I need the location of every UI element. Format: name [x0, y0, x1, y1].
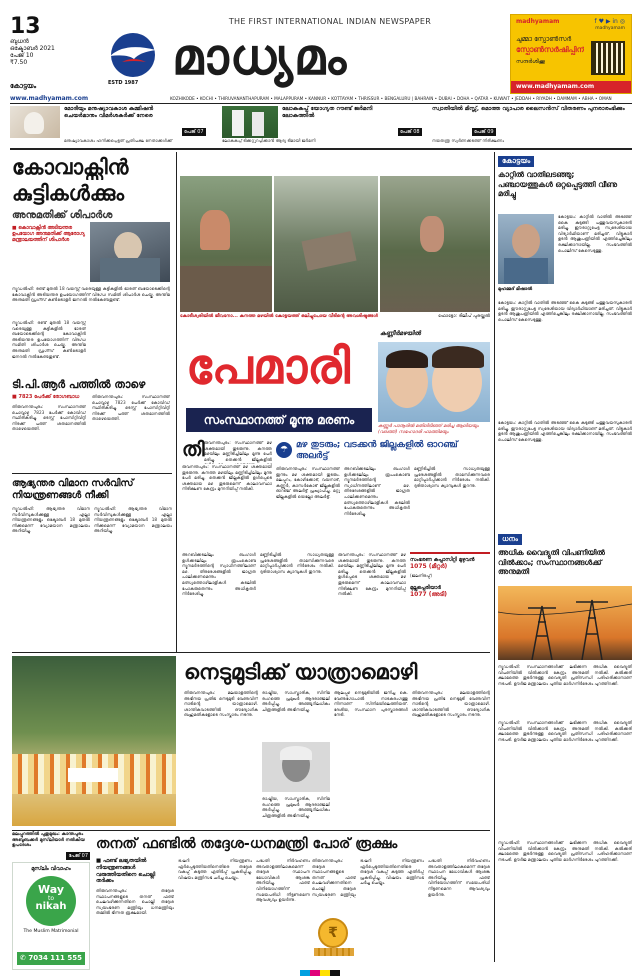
ad-url: www.madhyamam.com: [516, 83, 595, 90]
teaser-sub: മനുഷ്യാവകാശം ഹനിക്കപ്പെട്ടത് പ്രതിപക്ഷ നേതാക്കൾക്ക്: [64, 138, 173, 143]
bullet-icon: ■: [96, 858, 103, 864]
date-day: 13: [10, 14, 41, 39]
covaxin-bullet: [12, 226, 86, 245]
nedumudi-body-1: തിരുവനന്തപുരം: മലയാളത്തിന്റെ അഭിനയ പ്രതിഭ നെടുമുടി വേണുവിന് നാടിന്റെ യാത്രാമൊഴി. ശാന്തികവാടത്തിൽ ഔദ്യോഗിക ബഹുമതികളോടെ സംസ്കാരം നടന്നു.: [184, 690, 258, 718]
nikah-ad-sub: The Muslim Matrimonial: [23, 929, 79, 934]
side-title: കണ്ണീർമഴയിൽ: [380, 330, 421, 337]
bottom-body-6: പദ്ധതി നിർവഹണം അവതാളത്തിലാകുമെന്ന് തദ്ദേശ സ്ഥാപന മേധാവികൾ ആശങ്ക അറിയിച്ചു. ഫണ്ട് വിനിയോഗത്തിന് സമയപരിധി നീട്ടണമെന്ന ആവശ്യവും ഉയർന്നു.: [428, 858, 490, 897]
ad-title: ചുമ്മാ സ്പോൺസർ: [516, 35, 572, 43]
bird-logo: [100, 32, 166, 78]
qr-code[interactable]: [591, 41, 625, 75]
dam-label-1: സംഭരണ കപ്പാസിറ്റി മുഴുവൻ: [410, 557, 475, 563]
kottayam-body-c: കോട്ടയം: കാറ്റിൽ വാതിൽ അടഞ്ഞ് കൈ കുടുങ്ങി പത്തുവയസുകാരൻ മരിച്ചു. ഈരാറ്റുപേട്ട സ്വദേശിയായ വിദ്യാർഥിയാണ് മരിച്ചത്. വീട്ടുകാർ ഉടൻ ആശുപത്രിയിൽ എത്തിച്ചെങ്കിലും രക്ഷിക്കാനായില്ല. സംഭവത്തിൽ പൊലീസ് കേസെടുത്തു.: [498, 420, 632, 442]
tagline: THE FIRST INTERNATIONAL INDIAN NEWSPAPER: [228, 17, 432, 26]
nikah-phone[interactable]: [17, 952, 85, 965]
dhanam-body-2: ന്യൂഡൽഹി: സംസ്ഥാനങ്ങൾക്ക് ലഭിക്കുന്ന അധിക വൈദ്യുതി വിപണിയിൽ വിൽക്കാൻ കേന്ദ്രം അനുമതി നൽകി. കൽക്കരി ക്ഷാമത്തെ തുടർന്നുള്ള വൈദ്യുതി പ്രതിസന്ധി പരിഹരിക്കാനാണ് നടപടി. ഊർജ മന്ത്രാലയം പുതിയ മാർഗനിർദേശം പുറത്തിറക്കി.: [498, 720, 632, 742]
weekday: ബുധൻ: [10, 38, 29, 45]
caption-text: കോടീശ്വരിയിൽ ജീവനോ... കനത്ത മഴയിൽ കോട്ടയത്ത് ഒലിച്ചുപോയ വീടിന്റെ അവശിഷ്ടങ്ങൾ: [180, 314, 378, 319]
social-handle: madhyamam: [595, 26, 625, 31]
dam-value-1: 1075 (മീറ്റർ): [410, 563, 448, 570]
dam-text: (ജലനിരപ്പ്): [410, 573, 432, 578]
dhanam-body: ന്യൂഡൽഹി: സംസ്ഥാനങ്ങൾക്ക് ലഭിക്കുന്ന അധിക വൈദ്യുതി വിപണിയിൽ വിൽക്കാൻ കേന്ദ്രം അനുമതി നൽകി. കൽക്കരി ക്ഷാമത്തെ തുടർന്നുള്ള വൈദ്യുതി പ്രതിസന്ധി പരിഹരിക്കാനാണ് നടപടി. ഊർജ മന്ത്രാലയം പുതിയ മാർഗനിർദേശം പുറത്തിറക്കി.: [498, 664, 632, 686]
color-registration: [300, 970, 340, 976]
nikah-logo: [26, 876, 76, 926]
rain-body-1b: രുവനന്തപുരം: സംസ്ഥാനത്ത് മഴ ശക്തമായി തുടരുന്നു. കനത്ത മഴയിലും മണ്ണിടിച്ചിലിലും മൂന്നു പേർ മരിച്ചു. തെക്കൻ ജില്ലകളിൽ ഉൾപ്പെടെ ശക്തമായ മഴ തുടരുമെന്ന് കാലാവസ്ഥാ നിരീക്ഷണ കേന്ദ്രം മുന്നറിയിപ്പ് നൽകി.: [182, 464, 272, 492]
nedumudi-body-5: രാഷ്ട്രീയ, സാംസ്കാരിക, സിനിമ രംഗത്തെ പ്രമുഖർ ആദരാഞ്ജലി അർപ്പിച്ചു. അഞ്ഞൂറിലധികം ചിത്രങ്ങളിൽ അഭിനയിച്ചു.: [262, 796, 330, 818]
nikah-logo-nikah: nikah: [35, 901, 67, 912]
rain-body-3: മണ്ണിടിച്ചിൽ സാധ്യതയുള്ള പ്രദേശങ്ങളിൽ താമസിക്കുന്നവരെ മാറ്റിപ്പാർപ്പിക്കാൻ നിർദേശം നൽകി. ദുരിതാശ്വാസ ക്യാമ്പുകൾ തുറന്നു.: [414, 466, 490, 488]
rain-alert-body: തിരുവനന്തപുരം: സംസ്ഥാനത്ത് ഇന്നും മഴ ശക്തമായി തുടരും. മലപ്പുറം, കോഴിക്കോട്, വയനാട്, കണ്ണൂർ, കാസർകോട് ജില്ലകളിൽ ഓറഞ്ച് അലർട്ട് പ്രഖ്യാപിച്ചു. മറ്റു ജില്ലകളിൽ യെല്ലോ അലർട്ട്.: [276, 466, 340, 499]
nikah-logo-to: to: [47, 895, 55, 902]
main-headline: പേമാരി: [186, 339, 351, 395]
edition-name: കോട്ടയം: [10, 82, 37, 90]
teaser-rule: [10, 148, 632, 150]
editions-strip: KOZHIKODE • KOCHI • THIRUVANANTHAPURAM • MALAPPURAM • KANNUR • KOTTAYAM • THRISSUR • BENGALURU | BAHRAIN • DUBAI • DOHA • QATAR • KUWAIT • JEDDAH • RIYADH • DAMMAM • ABHA • OMAN: [170, 96, 612, 101]
ad-sub: സ്പോൺസർഷിപ്പിന്: [516, 45, 584, 54]
flight-headline: ആഭ്യന്തര വിമാന സർവിസ് നിയന്ത്രണങ്ങൾ നീക്കി: [12, 478, 134, 501]
funeral-photo: [12, 656, 176, 826]
teaser-3[interactable]: [432, 106, 632, 146]
tpr-body: തിരുവനന്തപുരം: സംസ്ഥാനത്ത് ചൊവ്വാഴ്ച 7823 പേർക്ക് കോവിഡ് സ്ഥിരീകരിച്ചു. ടെസ്റ്റ് പോസിറ്റിവിറ്റി നിരക്ക് പത്ത് ശതമാനത്തിൽ താഴെയെത്തി.: [12, 404, 86, 432]
bottom-body-5: ട്രഷറി നിയന്ത്രണം ഏർപ്പെടുത്തിയതിനെതിരെ തദ്ദേശ വകുപ്പ് കടുത്ത എതിർപ്പ് പ്രകടിപ്പിച്ചു. വിഷയം മന്ത്രിസഭ ചർച്ച ചെയ്യും.: [360, 858, 424, 886]
ad-cta: സന്ദർശിക്കൂ: [516, 59, 545, 65]
social-icons[interactable]: f ♥ ▶ in ◎: [594, 18, 625, 25]
boy-photo: [498, 214, 554, 284]
teaser-1[interactable]: [10, 106, 215, 146]
vaccine-photo: [90, 222, 170, 282]
rain-photo-3: [380, 176, 490, 312]
nedumudi-portrait: [262, 742, 330, 792]
power-tower-icon: [498, 586, 632, 660]
power-tower-photo: [498, 586, 632, 660]
children-caption: കണ്ണൂർ പാനൂരിൽ മതിലിടിഞ്ഞ് മരിച്ച ആലിയയും (വലത്ത്) സഹോദരി ഫാത്തിമയും: [378, 424, 479, 435]
bullet-icon: ■: [12, 394, 19, 400]
covaxin-body: ന്യൂഡൽഹി: രണ്ട് മുതൽ 18 വയസ്സ് വരെയുള്ള കുട്ടികളിൽ ഭാരത് ബയോടെക്കിന്റെ കോവാക്സിൻ അടിയന്തര ഉപയോഗത്തിന് വിദഗ്ധ സമിതി ശിപാർശ ചെയ്തു. അന്തിമ അനുമതി ഡ്രഗ്സ് കൺട്രോളർ ജനറൽ നൽകേണ്ടതുണ്ട്.: [12, 286, 170, 303]
tpr-bullet: [12, 394, 79, 400]
rain-photo-1: [180, 176, 272, 312]
teaser-page-badge: പേജ് 07: [184, 129, 204, 135]
price: ₹7.50: [10, 59, 28, 66]
tpr-bullet-text: 7823 പേർക്ക് രോഗബാധ: [18, 394, 80, 400]
kottayam-body-a: കോട്ടയം: കാറ്റിൽ വാതിൽ അടഞ്ഞ് കൈ കുടുങ്ങി പത്തുവയസുകാരൻ മരിച്ചു. ഈരാറ്റുപേട്ട സ്വദേശിയായ വിദ്യാർഥിയാണ് മരിച്ചത്. വീട്ടുകാർ ഉടൻ ആശുപത്രിയിൽ എത്തിച്ചെങ്കിലും രക്ഷിക്കാനായില്ല. സംഭവത്തിൽ പൊലീസ് കേസെടുത്തു.: [558, 214, 632, 253]
center-right-rule: [494, 152, 495, 962]
rain-photo-2: [274, 176, 378, 312]
drop-cap: തി: [182, 437, 205, 461]
flight-body-2: ന്യൂഡൽഹി: ആഭ്യന്തര വിമാന സർവിസുകൾക്കുള്ള എല്ലാ നിയന്ത്രണങ്ങളും ഒക്ടോബർ 18 മുതൽ നീക്കുമെന്ന് വ്യോമയാന മന്ത്രാലയം അറിയിച്ചു.: [94, 506, 172, 534]
masthead-title: മാധ്യമം: [172, 27, 348, 86]
teaser-sub: നയതന്ത്ര സ്വർണക്കടത്ത് നിരീക്ഷണം: [432, 138, 505, 143]
children-photo: [378, 342, 490, 422]
flight-body: ന്യൂഡൽഹി: ആഭ്യന്തര വിമാന സർവിസുകൾക്കുള്ള എല്ലാ നിയന്ത്രണങ്ങളും ഒക്ടോബർ 18 മുതൽ നീക്കുമെന്ന് വ്യോമയാന മന്ത്രാലയം അറിയിച്ചു.: [12, 506, 90, 534]
nikah-ad[interactable]: [12, 862, 90, 970]
covaxin-headline-1: കോവാക്സിൻ: [12, 155, 129, 179]
left-rule-1: [12, 473, 172, 474]
nikah-logo-way: Way: [38, 883, 64, 896]
rain-body-4: അറബിക്കടലിലും ബംഗാൾ ഉൾക്കടലിലും രൂപംകൊണ്ട ന്യൂനമർദത്തിന്റെ സ്വാധീനത്തിലാണ് മഴ. തീരദേശങ്ങളിൽ ജാഗ്രത പാലിക്കണമെന്നും മത്സ്യത്തൊഴിലാളികൾ കടലിൽ പോകരുതെന്നും അധികൃതർ നിർദേശിച്ചു.: [182, 552, 256, 597]
bottom-body-4: തിരുവനന്തപുരം: തദ്ദേശ സ്ഥാപനങ്ങളുടെ തനത് ഫണ്ട് ചെലവഴിക്കുന്നതിനെ ചൊല്ലി തദ്ദേശ സ്വയംഭരണ മന്ത്രിയും: [312, 858, 356, 897]
masthead-rule: [10, 103, 632, 104]
teaser-page-badge: പേജ് 09: [474, 129, 494, 135]
teaser-headline: ലോകകപ്പ് യോഗ്യത റൗണ്ട് ജർമനി ലോകത്തിൽ: [282, 106, 373, 119]
bottom-teaser-text: മലപ്പുറത്തിൽ പുതുമുഖം: കാന്തപുരം അബൂബക്കർ മുസ്‌ലിയാർ നൽകിയ ഉപദേശം: [12, 832, 85, 849]
bottom-body-1: തിരുവനന്തപുരം: തദ്ദേശ സ്ഥാപനങ്ങളുടെ തനത് ഫണ്ട് ചെലവഴിക്കുന്നതിനെ ചൊല്ലി തദ്ദേശ സ്വയംഭരണ മന്ത്രിയും ധനമന്ത്രിയും തമ്മിൽ ഭിന്നത രൂക്ഷമായി.: [96, 888, 174, 916]
rain-body-6: രുവനന്തപുരം: സംസ്ഥാനത്ത് മഴ ശക്തമായി തുടരുന്നു. കനത്ത മഴയിലും മണ്ണിടിച്ചിലിലും മൂന്നു പേർ മരിച്ചു. തെക്കൻ ജില്ലകളിൽ ഉൾപ്പെടെ ശക്തമായ മഴ തുടരുമെന്ന് കാലാവസ്ഥാ നിരീക്ഷണ കേന്ദ്രം മുന്നറിയിപ്പ് നൽകി.: [338, 552, 406, 597]
bottom-bullet: [96, 858, 174, 885]
nedumudi-body-2: രാഷ്ട്രീയ, സാംസ്കാരിക, സിനിമ രംഗത്തെ പ്രമുഖർ ആദരാഞ്ജലി അർപ്പിച്ചു. അഞ്ഞൂറിലധികം ചിത്രങ്ങളിൽ അഭിനയിച്ചു.: [262, 690, 330, 712]
nikah-ad-label: മുസ്‌ലിം വിവാഹം: [31, 866, 71, 872]
main-subhead: സംസ്ഥാനത്ത് മൂന്നു മരണം: [203, 413, 355, 427]
covaxin-headline-2: കുട്ടികൾക്കും: [12, 181, 125, 205]
rain-photo-caption: [180, 314, 490, 320]
rain-alert-icon: ☂: [276, 442, 292, 458]
covaxin-body-extra: ന്യൂഡൽഹി: രണ്ട് മുതൽ 18 വയസ്സ് വരെയുള്ള കുട്ടികളിൽ ഭാരത് ബയോടെക്കിന്റെ കോവാക്സിൻ അടിയന്തര ഉപയോഗത്തിന് വിദഗ്ധ സമിതി ശിപാർശ ചെയ്തു. അന്തിമ അനുമതി ഡ്രഗ്സ് കൺട്രോളർ ജനറൽ നൽകേണ്ടതുണ്ട്.: [12, 320, 86, 359]
estd-label: ESTD 1987: [108, 80, 139, 86]
nedumudi-body-4: തിരുവനന്തപുരം: മലയാളത്തിന്റെ അഭിനയ പ്രതിഭ നെടുമുടി വേണുവിന് നാടിന്റെ യാത്രാമൊഴി. ശാന്തികവാടത്തിൽ ഔദ്യോഗിക ബഹുമതികളോടെ സംസ്കാരം നടന്നു.: [412, 690, 490, 718]
teaser-photo-football: [222, 106, 278, 138]
month-year: ഒക്ടോബർ 2021: [10, 45, 55, 52]
rain-body-5: മണ്ണിടിച്ചിൽ സാധ്യതയുള്ള പ്രദേശങ്ങളിൽ താമസിക്കുന്നവരെ മാറ്റിപ്പാർപ്പിക്കാൻ നിർദേശം നൽകി. ദുരിതാശ്വാസ ക്യാമ്പുകൾ തുറന്നു.: [260, 552, 334, 574]
teaser-sub: ലോകകപ്പ് ടിക്കറ്റുറപ്പിക്കാൻ ആദ്യ ടീമായി ജർമനി: [222, 138, 316, 143]
bottom-teaser-page: പേജ് 07: [68, 853, 88, 859]
bottom-headline: തനത് ഫണ്ടിൽ തദ്ദേശ-ധനമന്ത്രി പോര് രൂക്ഷം: [96, 836, 398, 852]
dam-label-2: മുല്ലപ്പെരിയാർ: [410, 584, 441, 591]
ad-brand: madhyamam: [516, 18, 560, 25]
main-subhead-bar: [186, 408, 372, 432]
page-count: പേജ് 10: [10, 52, 34, 59]
bottom-bullet-text: ഫണ്ട് ലഭ്യതയിൽ നിയന്ത്രണങ്ങൾ വരുത്തിയതിനെ ചൊല്ലി തർക്കം: [96, 858, 156, 885]
teaser-headline: മോദിയും മനുഷ്യാവകാശ കമ്മിഷൻ ചെയർമാനും വിമർശകർക്ക് നേരെ: [64, 106, 154, 119]
teaser-2[interactable]: [222, 106, 427, 146]
tpr-body-2: തിരുവനന്തപുരം: സംസ്ഥാനത്ത് ചൊവ്വാഴ്ച 7823 പേർക്ക് കോവിഡ് സ്ഥിരീകരിച്ചു. ടെസ്റ്റ് പോസിറ്റിവിറ്റി നിരക്ക് പത്ത് ശതമാനത്തിൽ താഴെയെത്തി.: [92, 394, 170, 422]
bottom-teaser[interactable]: [12, 832, 90, 860]
bottom-body-2: ട്രഷറി നിയന്ത്രണം ഏർപ്പെടുത്തിയതിനെതിരെ തദ്ദേശ വകുപ്പ് കടുത്ത എതിർപ്പ് പ്രകടിപ്പിച്ചു. വിഷയം മന്ത്രിസഭ ചർച്ച ചെയ്യും.: [178, 858, 252, 880]
teaser-page-badge: പേജ് 08: [400, 129, 420, 135]
nedumudi-headline: നെടുമുടിക്ക് യാത്രാമൊഴി: [184, 660, 418, 684]
covaxin-deck: അനുമതിക്ക് ശിപാർശ: [12, 210, 113, 221]
dam-value-2: 1077 (അടി): [410, 590, 448, 598]
nedumudi-body-3: ആലപ്പുഴ നെടുമുടിയിൽ ജനിച്ച കെ. വേണുഗോപാൽ നാടകരംഗത്തു നിന്നാണ് സിനിമയിലെത്തിയത്. ദേശീയ, സംസ്ഥാന പുരസ്കാരങ്ങൾ നേടി.: [334, 690, 408, 718]
ad-url-bar[interactable]: [511, 81, 631, 93]
nikah-phone-number: 7034 111 555: [28, 954, 82, 962]
dhanam-headline: അധിക വൈദ്യുതി വിപണിയിൽ വിൽക്കാം; സംസ്ഥാനങ്ങൾക്ക് അനുമതി: [498, 548, 605, 576]
teaser-photo-modi: [10, 106, 60, 138]
phone-icon: ✆: [20, 954, 29, 962]
teaser-headline: സ്വാതിയിൽ മിസ്സ്, മൊത്ത വ്യാപാര ലൈസൻസ് വിതരണം പുനരാരംഭിക്കും: [432, 106, 625, 112]
coins-graphic: ₹: [312, 900, 356, 960]
covaxin-bullet-text: കൊവാക്സിൻ അടിയന്തര ഉപയോഗ അനുമതിക്ക് ആരോഗ്യ മന്ത്രാലയത്തിന് ശിപാർശ: [12, 226, 85, 244]
dhanam-body-3: ന്യൂഡൽഹി: സംസ്ഥാനങ്ങൾക്ക് ലഭിക്കുന്ന അധിക വൈദ്യുതി വിപണിയിൽ വിൽക്കാൻ കേന്ദ്രം അനുമതി നൽകി. കൽക്കരി ക്ഷാമത്തെ തുടർന്നുള്ള വൈദ്യുതി പ്രതിസന്ധി പരിഹരിക്കാനാണ് നടപടി. ഊർജ മന്ത്രാലയം പുതിയ മാർഗനിർദേശം പുറത്തിറക്കി.: [498, 840, 632, 862]
nedumudi-top-rule: [12, 652, 490, 653]
bottom-body-3: പദ്ധതി നിർവഹണം അവതാളത്തിലാകുമെന്ന് തദ്ദേശ സ്ഥാപന മേധാവികൾ ആശങ്ക അറിയിച്ചു. ഫണ്ട് വിനിയോഗത്തിന് സമയപരിധി നീട്ടണമെന്ന ആവശ്യവും ഉയർന്നു.: [256, 858, 310, 903]
photo-credit: ഫോട്ടോ: ദിലീപ് പുരയ്ക്കൽ: [438, 314, 490, 319]
dam-level-box: [410, 552, 490, 646]
site-url[interactable]: www.madhyamam.com: [10, 95, 89, 102]
kottayam-body-b: കോട്ടയം: കാറ്റിൽ വാതിൽ അടഞ്ഞ് കൈ കുടുങ്ങി പത്തുവയസുകാരൻ മരിച്ചു. ഈരാറ്റുപേട്ട സ്വദേശിയായ വിദ്യാർഥിയാണ് മരിച്ചത്. വീട്ടുകാർ ഉടൻ ആശുപത്രിയിൽ എത്തിച്ചെങ്കിലും രക്ഷിക്കാനായില്ല. സംഭവത്തിൽ പൊലീസ് കേസെടുത്തു.: [498, 300, 632, 322]
masthead-ad[interactable]: [510, 14, 632, 94]
bullet-icon: ■: [12, 226, 19, 231]
rain-body-2: അറബിക്കടലിലും ബംഗാൾ ഉൾക്കടലിലും രൂപംകൊണ്ട ന്യൂനമർദത്തിന്റെ സ്വാധീനത്തിലാണ് മഴ. തീരദേശങ്ങളിൽ ജാഗ്രത പാലിക്കണമെന്നും മത്സ്യത്തൊഴിലാളികൾ കടലിൽ പോകരുതെന്നും അധികൃതർ നിർദേശിച്ചു.: [344, 466, 410, 516]
rain-alert-title: മഴ തുടരും; വടക്കൻ ജില്ലകളിൽ ഓറഞ്ച് അലർട്ട്: [296, 440, 458, 461]
date-box: [10, 16, 70, 76]
section-dhanam: ധനം: [498, 534, 522, 545]
bottom-rule: [12, 830, 490, 831]
section-kottayam: കോട്ടയം: [498, 156, 534, 167]
tpr-headline: ടി.പി.ആർ പത്തിൽ താഴെ: [12, 378, 146, 391]
kottayam-headline: കാറ്റിൽ വാതിലടഞ്ഞു; പഞ്ചായത്തുകൾ ഒറ്റപ്പെടുത്തി വീണു മരിച്ചു: [498, 170, 618, 198]
boy-name: മുഹമ്മദ് മിഷാൽ: [498, 287, 533, 292]
rain-body-1: രുവനന്തപുരം: സംസ്ഥാനത്ത് മഴ ശക്തമായി തുടരുന്നു. കനത്ത മഴയിലും മണ്ണിടിച്ചിലിലും മൂന്നു പേർ മരിച്ചു. തെക്കൻ ജില്ലകളിൽ: [204, 440, 272, 462]
left-col-rule: [176, 152, 177, 652]
